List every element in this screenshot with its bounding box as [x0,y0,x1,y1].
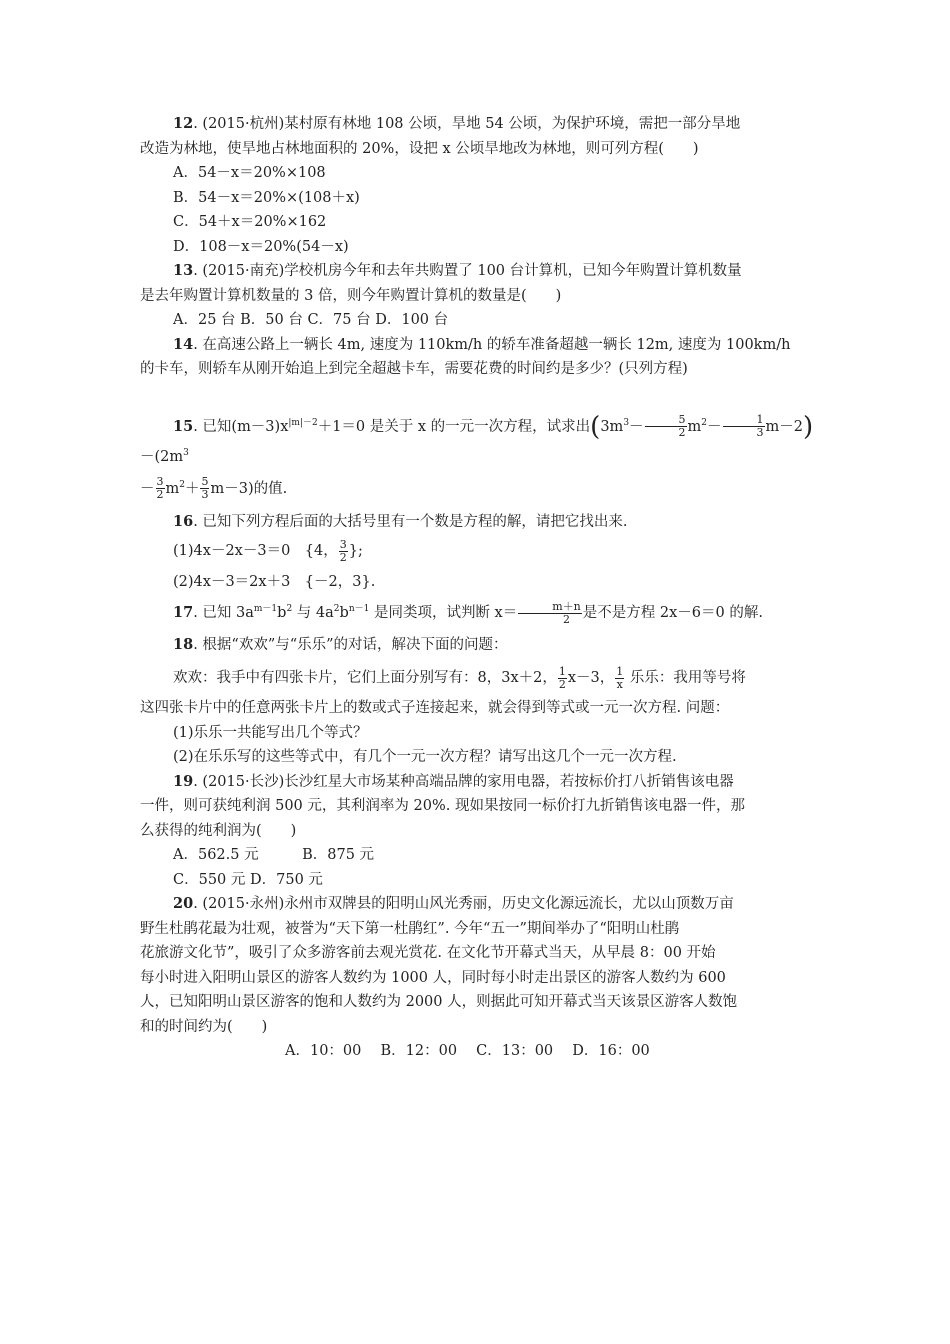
q19-options-cd: C．550 元 D．750 元 [173,871,323,888]
q15-line2 [140,472,815,506]
q12-option-b: B．54－x＝20%×(108＋x) [173,189,360,206]
q13-line2: 是去年购置计算机数量的 3 倍，则今年购置计算机的数量是( ) [140,287,562,304]
fraction [723,414,765,439]
denominator: 2 [339,550,347,564]
q13-line1 [140,259,815,284]
q17-c-exp: 2 [333,604,340,615]
denominator: 2 [678,426,686,439]
q12-line1 [140,112,815,137]
q20-number: 20 [173,895,194,912]
numerator: 1 [616,664,624,678]
q15-i-exp: 3 [183,447,189,458]
q15-b: ＋1＝0 是关于 x 的一元一次方程，试求出 [317,418,591,435]
fraction [615,666,624,691]
q17-c: 与 4a [292,605,334,621]
denominator: 3 [201,488,209,501]
q15-line1 [140,412,815,472]
q20-options: A．10：00 B．12：00 C．13：00 D．16：00 [285,1043,650,1059]
q16-number: 16 [173,512,194,530]
q18-sub1: (1)乐乐一共能写出几个等式？ [173,724,368,741]
fraction [200,476,209,501]
q16-sub2: (2)4x－3＝2x＋3 {－2，3}. [173,574,376,590]
q15-a: . 已知(m－3)x [193,418,289,435]
q17-d: b [339,605,349,621]
q15-e: m [687,418,702,435]
q18-l1b: x－3， [567,670,615,686]
q13-text1: . (2015·南充)学校机房今年和去年共购置了 100 台计算机，已知今年购置计算机数量 [193,263,742,279]
q18-dialog1 [140,660,815,696]
q16-text: . 已知下列方程后面的大括号里有一个数是方程的解，请把它找出来. [193,513,628,530]
left-paren: ( [590,411,601,442]
q20-line2: 野生杜鹃花最为壮观，被誉为“天下第一杜鹃红”. 今年“五一”期间举办了“阳明山杜鹃 [140,920,680,937]
q12-option-d: D．108－x＝20%(54－x) [173,238,349,255]
q15-d: － [629,418,644,435]
q15-line2d: m－3)的值. [210,480,288,497]
q19-line2: 一件，则可获纯利润 500 元，其利润率为 20%. 现如果按同一标价打九折销售该电器一件，那 [140,798,745,814]
q15-h: m－2 [765,418,804,435]
q17-e: 是同类项，试判断 x＝ [369,605,518,621]
denominator: 3 [756,426,764,439]
q17-f: 是不是方程 2x－6＝0 的解. [582,605,763,621]
q13-number: 13 [173,262,194,279]
q16-s1a: (1)4x－2x－3＝0 {4， [173,543,338,559]
q19-line1 [140,770,815,795]
q17-b: b [277,605,287,621]
denominator: x [616,677,623,691]
numerator: 3 [339,537,347,551]
q20-line1 [140,892,815,917]
q14-line1 [140,333,815,358]
q19-options-ab: A．562.5 元 B．875 元 [173,847,375,863]
right-paren: ) [803,411,814,442]
q17-a-exp: m－1 [253,604,278,615]
q17-d-exp: n－1 [348,604,370,615]
denominator: 2 [156,488,164,501]
spacer [140,382,815,412]
q17-b-exp: 2 [286,604,293,615]
q18-l1a: 欢欢：我手中有四张卡片，它们上面分别写有：8，3x＋2， [173,670,557,686]
q20-line5: 人，已知阳明山景区游客的饱和人数约为 2000 人，则据此可知开幕式当天该景区游客人数饱 [140,994,738,1010]
denominator: 2 [563,612,570,626]
q16-sub1 [140,534,815,568]
q15-g: － [707,418,722,435]
q15-c: 3m [600,418,624,435]
q18-number: 18 [173,636,194,653]
q14-text1: . 在高速公路上一辆长 4m, 速度为 110km/h 的轿车准备超越一辆长 12m, 速度为 100km/h [193,336,791,353]
q16-s1b: }; [348,543,363,559]
q19-line3: 么获得的纯利润为( ) [140,822,297,839]
q15-line2b: m [165,480,180,497]
q19-text1: . (2015·长沙)长沙红星大市场某种高端品牌的家用电器，若按标价打八折销售该电器 [193,773,734,790]
numerator: 3 [156,475,164,488]
q18-text: . 根据“欢欢”与“乐乐”的对话，解决下面的问题： [193,637,508,653]
q15-number: 15 [173,417,194,435]
q15-i: －(2m [140,448,184,465]
q20-text1: . (2015·永州)永州市双牌县的阳明山风光秀丽，历史文化源远流长，尤以山顶数万亩 [193,896,734,912]
fraction [518,601,582,626]
q12-text1: . (2015·杭州)某村原有林地 108 公顷，旱地 54 公顷，为保护环境，需把一部分旱地 [193,116,741,132]
fraction [339,539,348,564]
q14-number: 14 [173,335,194,353]
q13-options: A．25 台 B．50 台 C．75 台 D．100 台 [173,312,449,328]
numerator: 5 [201,475,209,488]
denominator: 2 [558,677,566,691]
q12-number: 12 [173,115,194,132]
numerator: 1 [558,664,566,678]
q20-line4: 每小时进入阳明山景区的游客人数约为 1000 人，同时每小时走出景区的游客人数约为 600 [140,969,726,986]
fraction [558,666,567,691]
q12-option-c: C．54＋x＝20%×162 [173,214,327,230]
q18-dialog2: 这四张卡片中的任意两张卡片上的数或式子连接起来，就会得到等式或一元一次方程. 问题： [140,700,730,716]
numerator: 5 [645,414,687,427]
numerator: 1 [723,414,765,427]
q18-sub2: (2)在乐乐写的这些等式中，有几个一元一次方程？请写出这几个一元一次方程. [173,749,677,765]
q20-line3: 花旅游文化节”，吸引了众多游客前去观光赏花. 在文化节开幕式当天，从早晨 8：00 开始 [140,945,716,961]
q18-l1c: 乐乐：我用等号将 [625,670,746,686]
numerator: m＋n [518,601,582,614]
worksheet [140,112,815,1064]
q15-exp: |m|－2 [288,417,318,428]
q14-line2: 的卡车，则轿车从刚开始追上到完全超越卡车，需要花费的时间约是多少？(只列方程) [140,361,688,377]
q17-a: . 已知 3a [193,605,254,621]
fraction [645,414,687,439]
fraction [156,476,165,501]
q18-line1 [140,630,815,660]
q17-line1 [140,596,815,630]
q12-option-a: A．54－x＝20%×108 [173,165,326,181]
q15-line2a: － [140,480,155,497]
q16-line1 [140,510,815,535]
q12-line2: 改造为林地，使旱地占林地面积的 20%，设把 x 公顷旱地改为林地，则可列方程( ) [140,140,699,157]
q20-line6: 和的时间约为( ) [140,1018,268,1035]
q15-c-exp: 3 [623,417,630,428]
q15-line2c: ＋ [184,480,200,497]
q19-number: 19 [173,772,194,790]
q15-e-exp: 2 [701,417,708,428]
q17-number: 17 [173,604,194,621]
q15-line2b-exp: 2 [179,479,185,490]
